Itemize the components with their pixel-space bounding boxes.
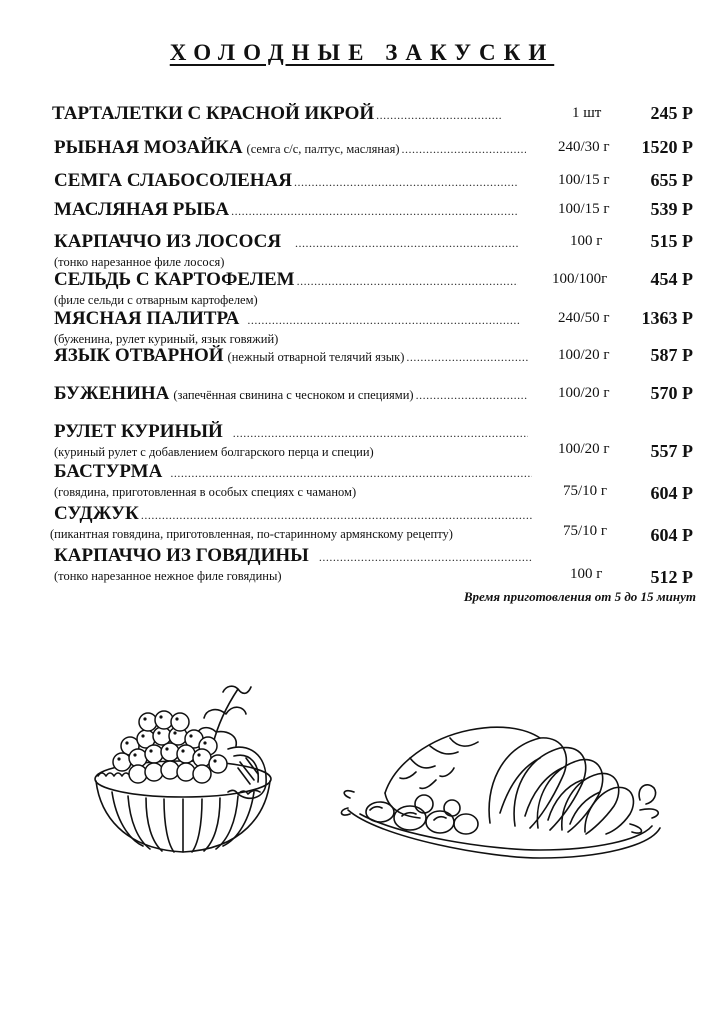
dot-leader xyxy=(231,204,518,219)
item-portion: 100 г xyxy=(570,566,603,582)
item-name: КАРПАЧЧО ИЗ ЛОСОСЯ xyxy=(54,231,282,252)
dot-leader xyxy=(294,175,518,190)
item-price: 557 Р xyxy=(650,441,693,461)
item-name: СЕЛЬДЬ С КАРТОФЕЛЕМ xyxy=(54,269,295,290)
item-price: 454 Р xyxy=(650,269,693,289)
item-price: 604 Р xyxy=(650,483,693,503)
item-description: (пикантная говядина, приготовленная, по-старинному армянскому рецепту) xyxy=(50,527,453,541)
item-description: (тонко нарезанное филе лосося) xyxy=(54,255,225,269)
item-price: 512 Р xyxy=(650,567,693,587)
item-name: ЯЗЫК ОТВАРНОЙ xyxy=(54,345,224,366)
item-portion: 1 шт xyxy=(572,105,602,121)
item-description: (буженина, рулет куриный, язык говяжий) xyxy=(54,332,279,346)
item-portion: 100/20 г xyxy=(558,441,610,457)
cooking-time-note: Время приготовления от 5 до 15 минут xyxy=(463,589,696,604)
item-description: (запечённая свинина с чесноком и специями) xyxy=(173,388,414,402)
dot-leader xyxy=(319,550,532,565)
item-price: 587 Р xyxy=(650,345,693,365)
item-price: 604 Р xyxy=(650,525,693,545)
item-portion: 75/10 г xyxy=(563,483,608,499)
item-price: 1520 Р xyxy=(641,137,693,157)
dot-leader xyxy=(247,313,520,328)
item-price: 655 Р xyxy=(650,170,693,190)
item-name: СЕМГА СЛАБОСОЛЕНАЯ xyxy=(54,170,292,191)
item-name: БАСТУРМА xyxy=(54,461,163,482)
item-description: (куриный рулет с добавлением болгарского перца и специи) xyxy=(54,445,374,459)
item-portion: 100/20 г xyxy=(558,347,610,363)
tartlet-illustration xyxy=(88,684,288,859)
item-description: (филе сельди с отварным картофелем) xyxy=(54,293,258,307)
item-portion: 100/100г xyxy=(552,271,608,287)
item-price: 245 Р xyxy=(650,103,693,123)
item-portion: 75/10 г xyxy=(563,523,608,539)
item-name: ТАРТАЛЕТКИ С КРАСНОЙ ИКРОЙ xyxy=(52,103,375,124)
dot-leader xyxy=(170,466,532,481)
item-description: (тонко нарезанное нежное филе говядины) xyxy=(54,569,282,583)
menu-title: ХОЛОДНЫЕ ЗАКУСКИ xyxy=(169,40,555,65)
item-description: (нежный отварной телячий язык) xyxy=(227,350,405,364)
item-price: 539 Р xyxy=(650,199,693,219)
item-portion: 100/20 г xyxy=(558,385,610,401)
item-price: 1363 Р xyxy=(641,308,693,328)
item-price: 570 Р xyxy=(650,383,693,403)
item-name: СУДЖУК xyxy=(54,503,139,524)
roast-meat-illustration xyxy=(340,718,670,868)
dot-leader xyxy=(297,274,518,289)
dot-leader xyxy=(141,508,532,523)
item-name: БУЖЕНИНА xyxy=(54,383,170,404)
dot-leader xyxy=(401,142,526,157)
item-portion: 100 г xyxy=(570,233,603,249)
item-name: РУЛЕТ КУРИНЫЙ xyxy=(54,421,223,442)
item-name: РЫБНАЯ МОЗАЙКА xyxy=(54,137,243,158)
item-description: (говядина, приготовленная в особых специях с чаманом) xyxy=(54,485,357,499)
item-portion: 240/30 г xyxy=(558,139,610,155)
dot-leader xyxy=(295,236,518,251)
dot-leader xyxy=(233,426,528,441)
item-portion: 240/50 г xyxy=(558,310,610,326)
item-name: МАСЛЯНАЯ РЫБА xyxy=(54,199,230,220)
dot-leader xyxy=(416,388,528,403)
item-name: МЯСНАЯ ПАЛИТРА xyxy=(54,308,240,329)
dot-leader xyxy=(376,108,502,123)
item-portion: 100/15 г xyxy=(558,201,610,217)
item-name: КАРПАЧЧО ИЗ ГОВЯДИНЫ xyxy=(54,545,309,566)
dot-leader xyxy=(406,350,528,365)
item-price: 515 Р xyxy=(650,231,693,251)
item-description: (семга с/с, палтус, масляная) xyxy=(246,142,400,156)
item-portion: 100/15 г xyxy=(558,172,610,188)
